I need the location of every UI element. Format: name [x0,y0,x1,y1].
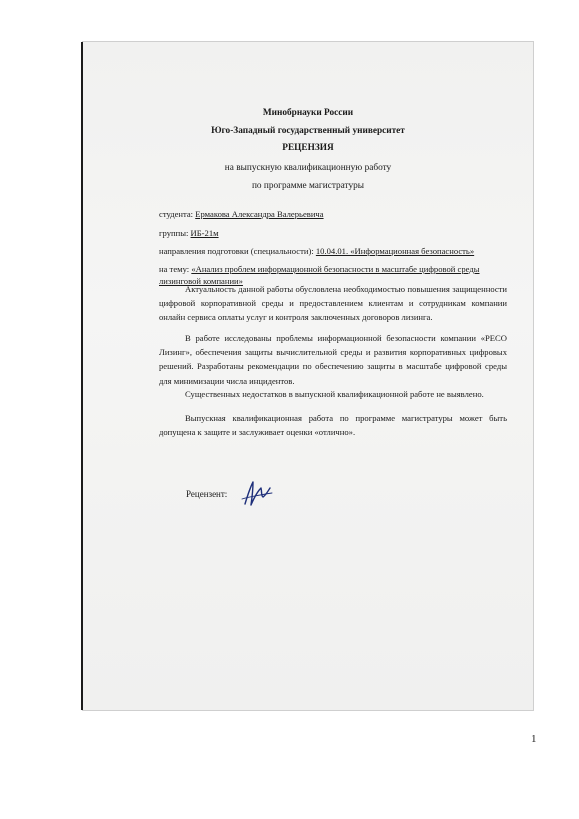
student-value: Ермакова Александра Валерьевича [195,209,324,219]
subtitle-line-1: на выпускную квалификационную работу [224,163,392,173]
paragraph-conclusion: Выпускная квалификационная работа по программе магистратуры может быть допущена к защите и заслуживает оценки «отлично». [159,413,507,438]
paragraph-relevance: Актуальность данной работы обусловлена необходимостью повышения защищенности цифровой корпоративной среды и предоставлением клиентам и сотрудникам компании онлайн сервиса оплаты услуг и контроля заключенных договоров лизинга. [159,284,507,323]
direction-value: 10.04.01. «Информационная безопасность» [315,246,475,256]
group-label: группы: [159,228,189,238]
group-field [159,227,219,239]
university-line: Юго-Западный государственный университет [211,126,405,136]
topic-value: «Анализ проблем информационной безопасности в масштабе цифровой среды лизинговой компании» [159,264,480,286]
direction-field [159,245,474,257]
page-number: 1 [531,733,537,745]
paragraph-no-flaws: Существенных недостатков в выпускной квалификационной работе не выявлено. [185,389,484,399]
ministry-line: Минобрнауки России [262,108,354,118]
topic-label: на тему: [159,264,190,274]
student-label: студента: [159,209,194,219]
group-value: ИБ-21м [190,228,219,238]
handwritten-signature [239,478,275,508]
document-title: РЕЦЕНЗИЯ [282,143,334,153]
direction-label: направления подготовки (специальности): [159,246,314,256]
scanned-review-page [83,42,533,710]
reviewer-label: Рецензент: [186,489,228,499]
student-field [159,208,324,220]
subtitle-line-2: по программе магистратуры [251,181,365,191]
paragraph-research: В работе исследованы проблемы информационной безопасности компании «РЕСО Лизинг», обеспечения защиты вычислительной среды и развития корпоративных цифровых решений. Разработаны рекомендации по обеспечению защиты в масштабе цифровой среды для минимизации числа инцидентов. [159,333,507,386]
